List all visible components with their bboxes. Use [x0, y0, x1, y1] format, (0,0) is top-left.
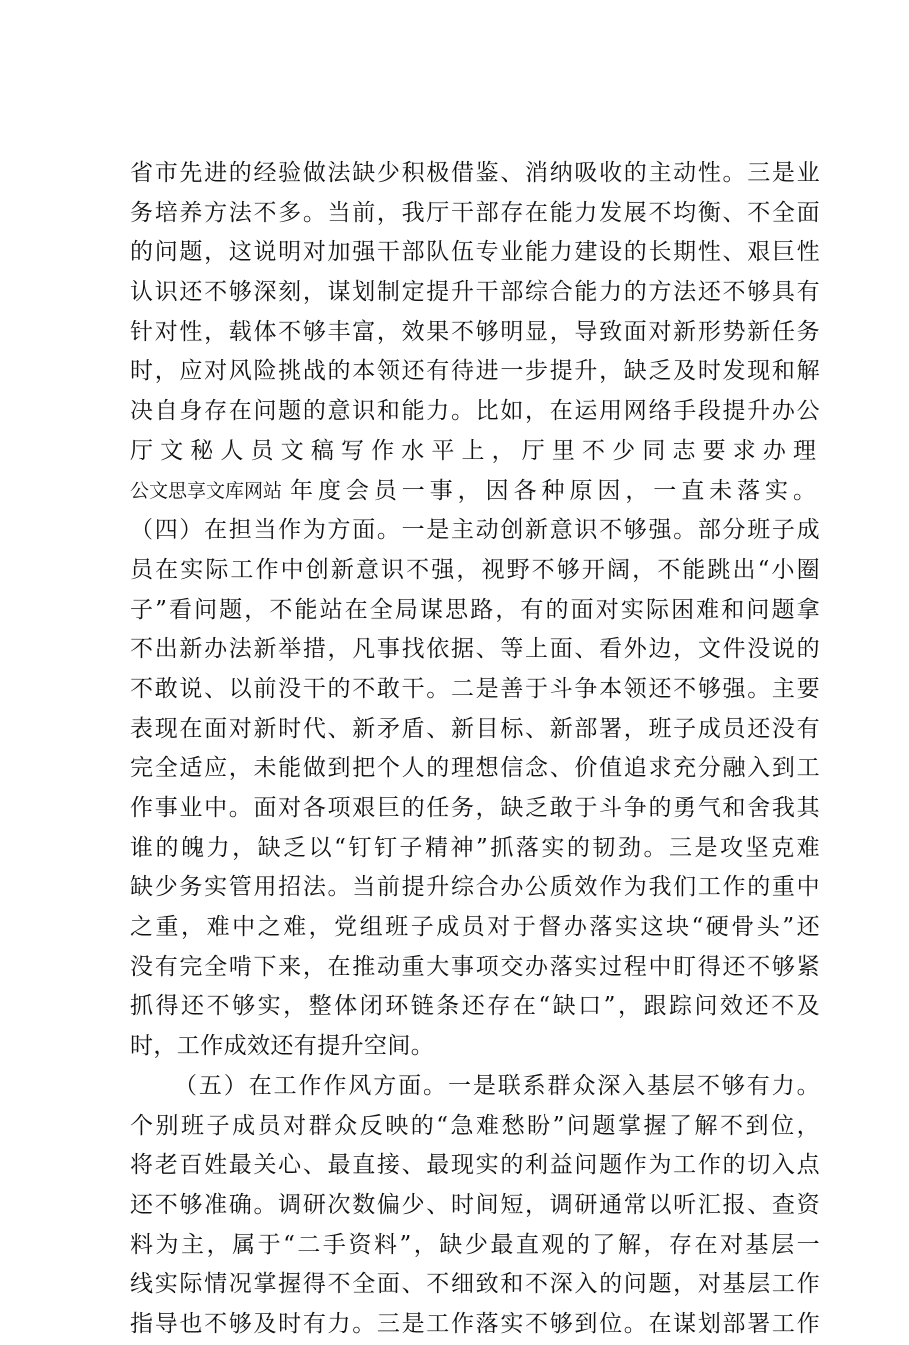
text-line: 没有完全啃下来，在推动重大事项交办落实过程中盯得还不够紧 [130, 953, 820, 980]
text-line: 线实际情况掌握得不全面、不细致和不深入的问题，对基层工作 [130, 1271, 820, 1298]
text-line: 之重，难中之难，党组班子成员对于督办落实这块“硬骨头”还 [130, 914, 820, 941]
text-line: 时，工作成效还有提升空间。 [130, 1033, 435, 1060]
text-line: 的问题，这说明对加强干部队伍专业能力建设的长期性、艰巨性 [130, 239, 820, 266]
text-line: 个别班子成员对群众反映的“急难愁盼”问题掌握了解不到位， [130, 1112, 820, 1139]
text-line: 抓得还不够实，整体闭环链条还存在“缺口”，跟踪问效还不及 [130, 993, 820, 1020]
text-line: 不敢说、以前没干的不敢干。二是善于斗争本领还不够强。主要 [130, 675, 820, 702]
text-line: 务培养方法不多。当前，我厅干部存在能力发展不均衡、不全面 [130, 199, 820, 226]
text-line: 时，应对风险挑战的本领还有待进一步提升，缺乏及时发现和解 [130, 358, 820, 385]
section-heading-line: （五）在工作作风方面。一是联系群众深入基层不够有力。 [174, 1072, 820, 1099]
text-line: 省市先进的经验做法缺少积极借鉴、消纳吸收的主动性。三是业 [130, 160, 820, 186]
text-line-with-brand [130, 472, 820, 512]
text-line: 作事业中。面对各项艰巨的任务，缺乏敢于斗争的勇气和舍我其 [130, 795, 820, 821]
text-line: 谁的魄力，缺乏以“钉钉子精神”抓落实的韧劲。三是攻坚克难 [130, 834, 820, 861]
text-line: 针对性，载体不够丰富，效果不够明显，导致面对新形势新任务 [130, 318, 820, 345]
document-body [130, 154, 820, 1345]
text-line: 员在实际工作中创新意识不强，视野不够开阔，不能跳出“小圈 [130, 556, 820, 583]
text-line: 料为主，属于“二手资料”，缺少最直观的了解，存在对基层一 [130, 1231, 820, 1258]
text-line: 不出新办法新举措，凡事找依据、等上面、看外边，文件没说的 [130, 636, 820, 663]
text-line: 子”看问题，不能站在全局谋思路，有的面对实际困难和问题拿 [130, 596, 820, 623]
brand-text: 公文思享文库网站 [130, 479, 283, 502]
text-line: 指导也不够及时有力。三是工作落实不够到位。在谋划部署工作 [130, 1310, 820, 1337]
text-line: 还不够准确。调研次数偏少、时间短，调研通常以听汇报、查资 [130, 1191, 820, 1218]
text-line: 认识还不够深刻，谋划制定提升干部综合能力的方法还不够具有 [130, 279, 820, 306]
section-heading-line: （四）在担当作为方面。一是主动创新意识不够强。部分班子成 [130, 517, 820, 544]
text-line: 表现在面对新时代、新矛盾、新目标、新部署，班子成员还没有 [130, 715, 820, 742]
text-line: 完全适应，未能做到把个人的理想信念、价值追求充分融入到工 [130, 755, 820, 782]
text-line-rest: 年度会员一事，因各种原因，一直未落实。 [290, 477, 820, 504]
text-line: 缺少务实管用招法。当前提升综合办公质效作为我们工作的重中 [130, 874, 820, 901]
text-line: 决自身存在问题的意识和能力。比如，在运用网络手段提升办公 [130, 398, 820, 425]
text-line: 将老百姓最关心、最直接、最现实的利益问题作为工作的切入点 [130, 1152, 820, 1179]
text-line: 厅文秘人员文稿写作水平上，厅里不少同志要求办理 [130, 437, 820, 464]
